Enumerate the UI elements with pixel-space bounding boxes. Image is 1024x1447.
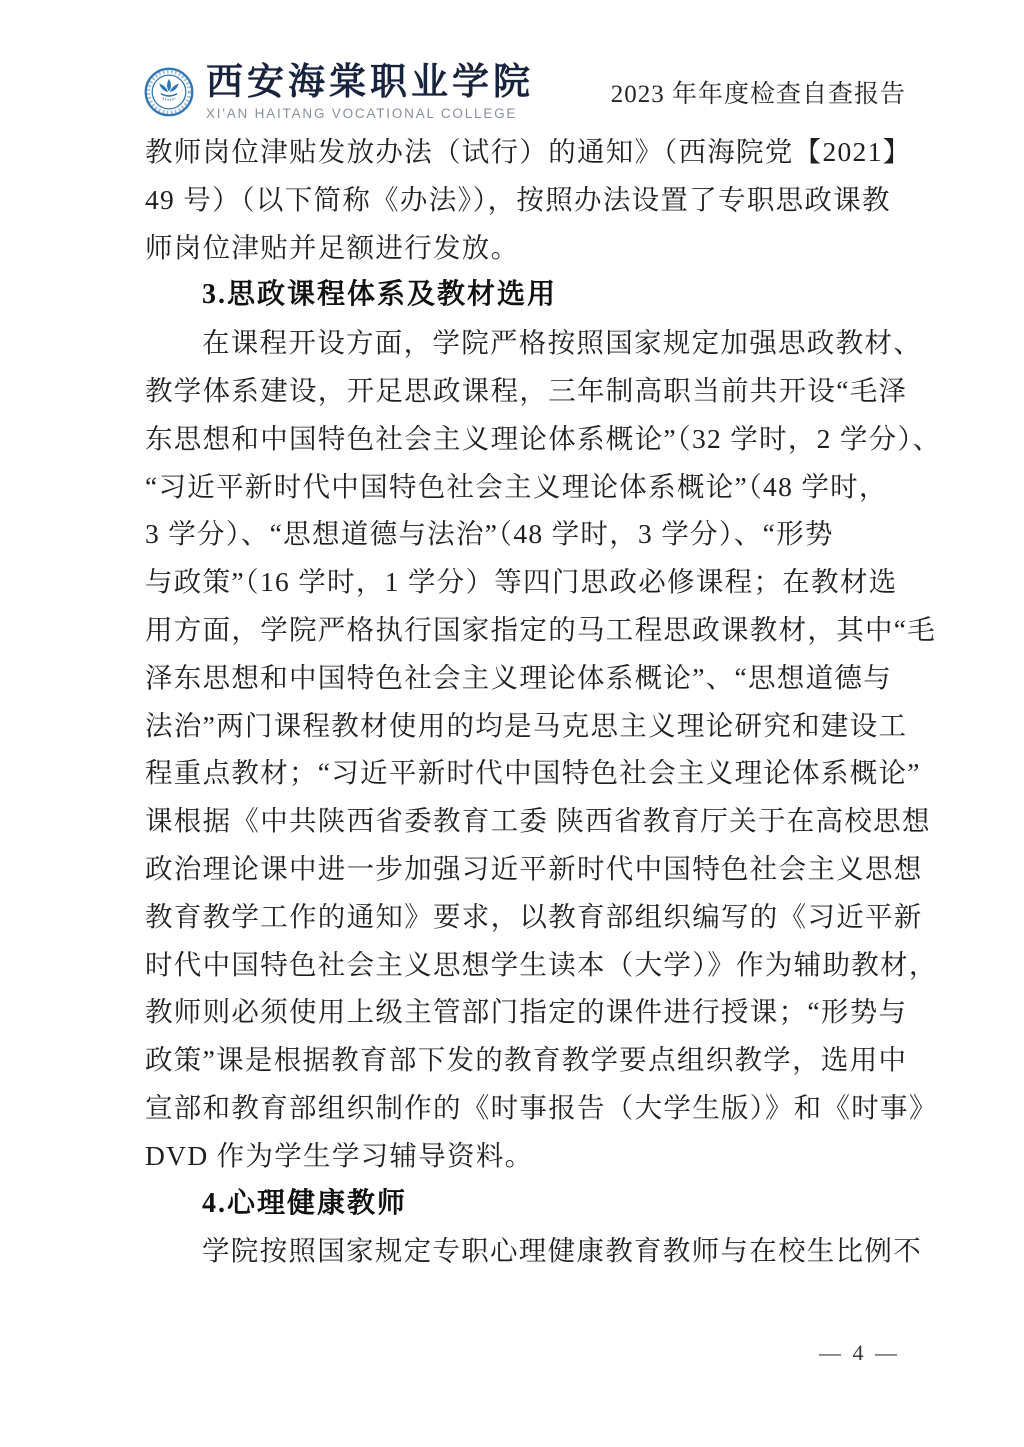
body-line: 教师则必须使用上级主管部门指定的课件进行授课；“形势与 xyxy=(145,996,908,1028)
body-line: 程重点教材；“习近平新时代中国特色社会主义理论体系概论” xyxy=(145,757,921,789)
section-heading-3: 3.思政课程体系及教材选用 xyxy=(202,279,558,311)
body-line: 课根据《中共陕西省委教育工委 陕西省教育厅关于在高校思想 xyxy=(145,805,931,837)
report-title: 2023 年年度检查自查报告 xyxy=(610,81,906,108)
college-seal-icon xyxy=(144,67,194,117)
body-line: 在课程开设方面，学院严格按照国家规定加强思政教材、 xyxy=(202,327,922,359)
document-body xyxy=(145,128,942,1275)
body-line: 教学体系建设，开足思政课程，三年制高职当前共开设“毛泽 xyxy=(145,374,908,406)
body-line: 3 学分）、“思想道德与法治”（48 学时，3 学分）、“形势 xyxy=(145,518,834,550)
body-line: 师岗位津贴并足额进行发放。 xyxy=(145,231,520,263)
body-line: 与政策”（16 学时，1 学分）等四门思政必修课程；在教材选 xyxy=(145,566,898,598)
body-line: 学院按照国家规定专职心理健康教育教师与在校生比例不 xyxy=(202,1235,922,1267)
body-line: 法治”两门课程教材使用的均是马克思主义理论研究和建设工 xyxy=(145,709,908,741)
page-number: — 4 — xyxy=(819,1340,900,1365)
body-line: 用方面，学院严格执行国家指定的马工程思政课教材，其中“毛 xyxy=(145,613,937,645)
body-line: 政策”课是根据教育部下发的教育教学要点组织教学，选用中 xyxy=(145,1044,908,1076)
body-line: 泽东思想和中国特色社会主义理论体系概论”、“思想道德与 xyxy=(145,661,893,693)
body-line: 东思想和中国特色社会主义理论体系概论”（32 学时，2 学分）、 xyxy=(145,422,942,454)
college-name-chinese: 西安海棠职业学院 xyxy=(206,62,534,103)
body-line: 教育教学工作的通知》要求，以教育部组织编写的《习近平新 xyxy=(145,900,923,932)
section-heading-4: 4.心理健康教师 xyxy=(202,1187,408,1219)
body-line: 宣部和教育部组织制作的《时事报告（大学生版）》和《时事》 xyxy=(145,1091,938,1123)
college-name-block xyxy=(206,64,534,121)
body-line: 时代中国特色社会主义思想学生读本（大学）》作为辅助教材， xyxy=(145,948,938,980)
body-line: “习近平新时代中国特色社会主义理论体系概论”（48 学时， xyxy=(145,470,888,502)
college-name-english: XI'AN HAITANG VOCATIONAL COLLEGE xyxy=(206,105,518,121)
body-line: 政治理论课中进一步加强习近平新时代中国特色社会主义思想 xyxy=(145,852,923,884)
body-line: 49 号）（以下简称《办法》），按照办法设置了专职思政课教 xyxy=(145,183,891,215)
body-line: DVD 作为学生学习辅导资料。 xyxy=(145,1139,534,1171)
body-line: 教师岗位津贴发放办法（试行）的通知》（西海院党【2021】 xyxy=(145,136,912,167)
college-logo xyxy=(144,64,534,121)
